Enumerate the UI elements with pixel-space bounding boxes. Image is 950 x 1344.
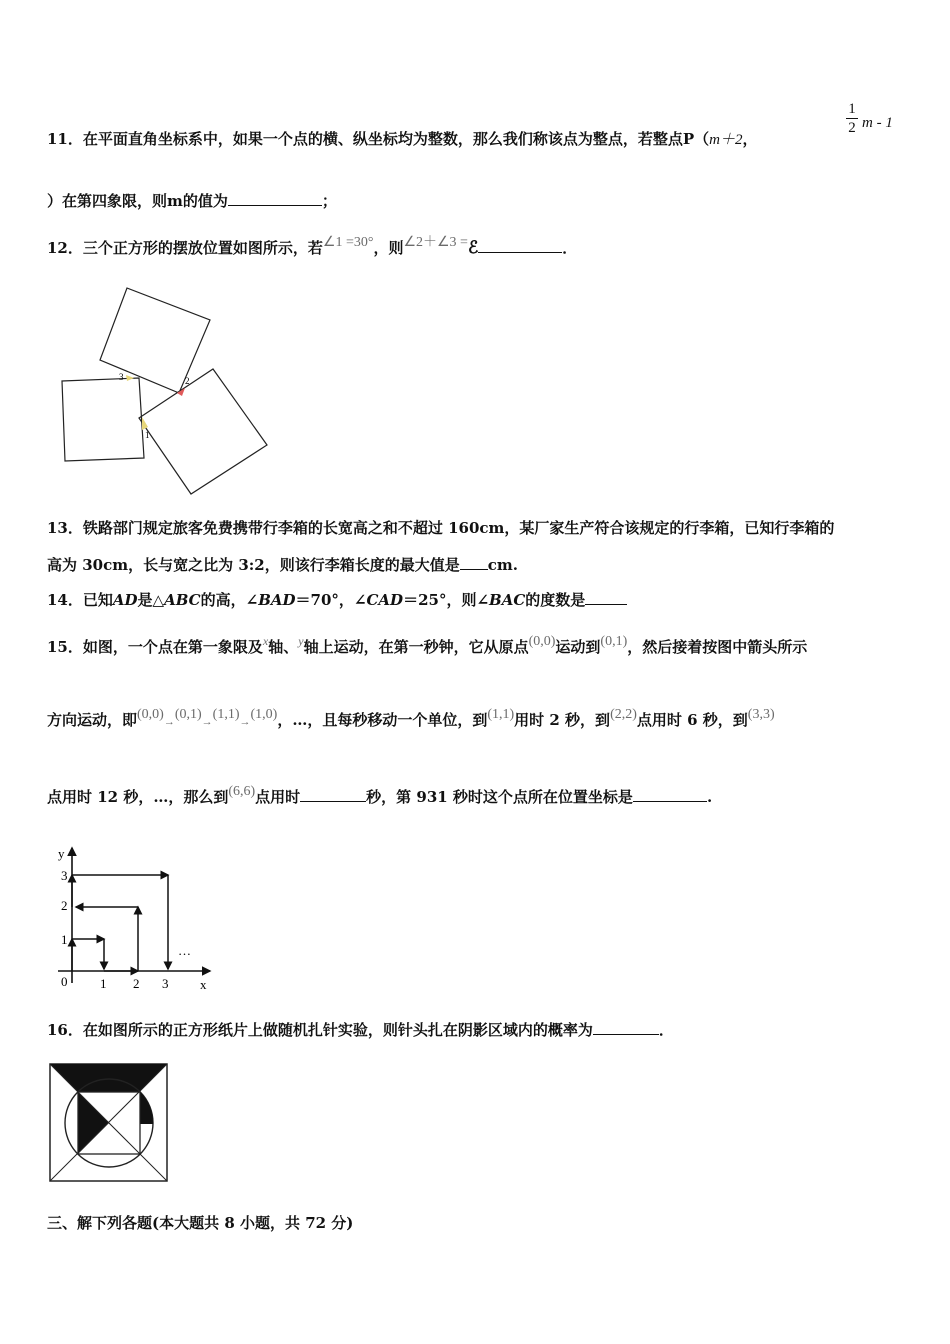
q15-point-66: (6,6) (228, 784, 256, 799)
x-tick-2: 2 (133, 976, 140, 991)
q11-line2 (47, 190, 337, 211)
q13-line1: 13．铁路部门规定旅客免费携带行李箱的长宽高之和不超过 160cm，某厂家生产符合该规定的行李箱，已知行李箱的 (47, 519, 835, 537)
q11-text-c: ； (321, 192, 337, 210)
q16-answer-blank[interactable] (593, 1020, 659, 1035)
q14-var-ad: AD (112, 591, 138, 609)
q16-line: 16．在如图所示的正方形纸片上做随机扎针实验，则针头扎在阴影区域内的概率为 ． (47, 1021, 674, 1039)
q15-point-00: (0,0) (528, 634, 556, 649)
q11-fraction (846, 101, 858, 137)
angle-3-label: 3 (119, 372, 124, 382)
q11-line1 (47, 128, 758, 149)
q11-frac-num: 1 (848, 101, 856, 117)
y-axis-label: y (58, 846, 65, 861)
q12-text-c: ． (562, 239, 578, 257)
q15-line3: 点用时 12 秒，…，那么到(6,6)点用时 秒，第 931 秒时这个点所在位置坐标是 . (47, 784, 713, 806)
y-tick-2: 2 (61, 898, 68, 913)
q11-coord-y: m - 1 (862, 115, 893, 131)
q12-glyph: ℰ (467, 238, 479, 258)
q11-answer-blank[interactable] (228, 191, 322, 206)
q14-answer-blank[interactable] (585, 590, 627, 605)
q14-var-abc: ABC (164, 591, 201, 609)
q12-answer-blank[interactable] (478, 238, 562, 253)
q13-answer-blank[interactable] (460, 555, 488, 570)
square-circle-figure (48, 1062, 170, 1184)
square-right (139, 369, 267, 494)
y-tick-1: 1 (61, 932, 68, 947)
q14-var-bad: BAD (258, 591, 296, 609)
q11-coord-x: m＋2 (709, 132, 743, 148)
three-squares-figure (55, 280, 285, 505)
q11-comma: ， (742, 130, 758, 148)
square-top (100, 288, 210, 393)
angle-2-label: 2 (185, 376, 190, 386)
q15-answer-blank-2[interactable] (633, 787, 707, 802)
q15-y-var: y (298, 634, 304, 648)
q14-line: 14．已知AD是△ABC的高，∠BAD＝70°，∠CAD＝25°，则∠BAC的度数是 (47, 589, 627, 610)
q15-x-var: x (262, 634, 269, 648)
q13-text-a: 高为 30cm，长与宽之比为 3:2，则该行李箱长度的最大值是 (47, 556, 460, 574)
q15-line1: 15．如图，一个点在第一象限及$^x$轴、$^y$轴上运动，在第一秒钟，它从原点(0,0)运动到(0,1)，然后接着按图中箭头所示 (47, 634, 808, 656)
q15-point-10: (1,0) (250, 707, 278, 722)
x-tick-3: 3 (162, 976, 169, 991)
path-figure (50, 843, 225, 993)
q15-point-33: (3,3) (747, 707, 775, 722)
q12-line (47, 237, 577, 258)
q15-point-01: (0,1) (600, 634, 628, 649)
q14-var-bac: BAC (489, 591, 526, 609)
q14-var-cad: CAD (366, 591, 404, 609)
x-tick-1: 1 (100, 976, 107, 991)
section-3-title: 三、解下列各题(本大题共 8 小题，共 72 分) (47, 1214, 354, 1232)
q13-text-b: cm. (487, 556, 518, 574)
q12-angle-sum: ∠2＋∠3 = (403, 235, 468, 250)
q12-text-a: 12．三个正方形的摆放位置如图所示，若 (47, 239, 323, 257)
angle-1-mark (142, 417, 148, 430)
square-left (62, 378, 144, 461)
figure-ellipsis: … (178, 943, 191, 958)
q11-text: 11．在平面直角坐标系中，如果一个点的横、纵坐标均为整数，那么我们称该点为整点，若整点P（ (47, 130, 710, 148)
origin-label: 0 (61, 974, 68, 989)
q15-line2: 方向运动，即(0,0)→(0,1)→(1,1)→(1,0)，…，且每秒移动一个单位，到(1,1)用时 2 秒，到(2,2)点用时 6 秒，到(3,3) (47, 707, 775, 729)
x-axis-label: x (200, 977, 207, 992)
arrow: → (163, 716, 175, 728)
q13-line2 (47, 554, 518, 575)
q15-answer-blank-1[interactable] (300, 787, 366, 802)
q12-angle-given: ∠1 =30° (322, 235, 374, 250)
y-tick-3: 3 (61, 868, 68, 883)
q11-text-b: ）在第四象限，则m的值为 (47, 192, 228, 210)
angle-1-label: 1 (145, 430, 150, 440)
q11-frac-den: 2 (848, 120, 856, 136)
q15-point-22: (2,2) (610, 707, 637, 722)
angle-3-mark (126, 375, 134, 381)
q12-text-b: ，则 (373, 239, 404, 257)
q15-point-11: (1,1) (487, 707, 515, 722)
